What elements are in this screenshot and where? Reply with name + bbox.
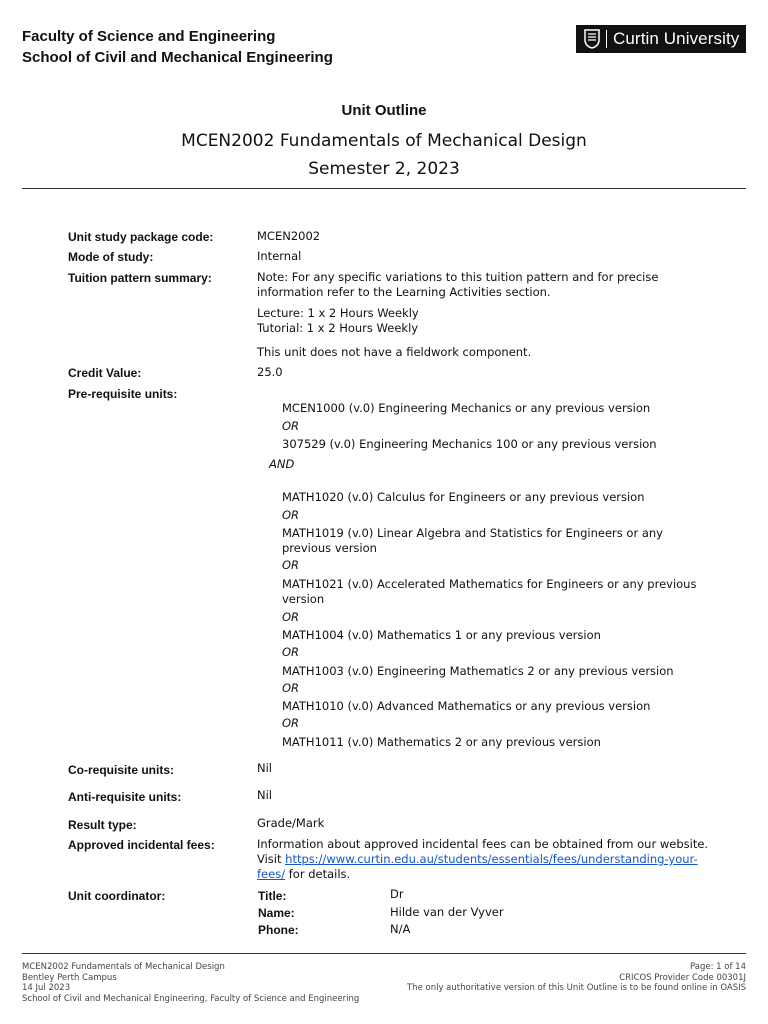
result-value: Grade/Mark: [257, 816, 325, 830]
fees-info: Information about approved incidental fees can be obtained from our website.: [257, 837, 709, 851]
prereq-label: Pre-requisite units:: [68, 387, 178, 401]
prereq-item-cont: previous version: [282, 541, 377, 555]
prereq-item: MCEN1000 (v.0) Engineering Mechanics or any previous version: [282, 401, 651, 415]
fieldwork-note: This unit does not have a fieldwork component.: [257, 345, 532, 359]
credit-label: Credit Value:: [68, 366, 142, 380]
footer-right: [407, 962, 746, 994]
prereq-item-cont: version: [282, 592, 325, 606]
fees-visit-text: Visit: [257, 852, 286, 866]
prereq-item: MATH1004 (v.0) Mathematics 1 or any previous version: [282, 628, 601, 642]
coord-phone-value: N/A: [390, 922, 411, 936]
prereq-or: OR: [282, 681, 300, 695]
footer-left: [22, 962, 359, 1004]
antireq-label: Anti-requisite units:: [68, 790, 182, 804]
fees-label: Approved incidental fees:: [68, 838, 215, 852]
coord-name-label: Name:: [258, 906, 295, 920]
prereq-item: MATH1019 (v.0) Linear Algebra and Statistics for Engineers or any: [282, 526, 663, 540]
prereq-item: MATH1020 (v.0) Calculus for Engineers or any previous version: [282, 490, 645, 504]
fees-link-line: [257, 867, 350, 883]
prereq-or: OR: [282, 645, 300, 659]
footer-cricos: CRICOS Provider Code 00301J: [619, 972, 746, 983]
prereq-or: OR: [282, 610, 300, 624]
curtin-logo: [576, 25, 746, 53]
semester-title: Semester 2, 2023: [308, 159, 460, 179]
mode-label: Mode of study:: [68, 250, 154, 264]
coordinator-label: Unit coordinator:: [68, 889, 166, 903]
result-label: Result type:: [68, 818, 137, 832]
tutorial-pattern: Tutorial: 1 x 2 Hours Weekly: [257, 321, 419, 335]
doc-type-title: Unit Outline: [341, 102, 427, 119]
divider-bottom: [22, 953, 746, 954]
antireq-value: Nil: [257, 788, 272, 802]
tuition-label: Tuition pattern summary:: [68, 271, 212, 285]
credit-value: 25.0: [257, 365, 283, 379]
lecture-pattern: Lecture: 1 x 2 Hours Weekly: [257, 306, 419, 320]
tuition-note-1: Note: For any specific variations to this tuition pattern and for precise: [257, 270, 659, 284]
footer-school: School of Civil and Mechanical Engineering, Faculty of Science and Engineering: [22, 993, 360, 1004]
code-label: Unit study package code:: [68, 230, 214, 244]
prereq-item: MATH1003 (v.0) Engineering Mathematics 2 or any previous version: [282, 664, 674, 678]
coord-title-label: Title:: [258, 889, 287, 903]
prereq-item: 307529 (v.0) Engineering Mechanics 100 or any previous version: [282, 437, 657, 451]
code-value: MCEN2002: [257, 229, 321, 243]
crest-icon: [582, 28, 602, 50]
fees-link-cont[interactable]: fees/: [257, 867, 286, 881]
prereq-or: OR: [282, 558, 300, 572]
school-name: School of Civil and Mechanical Engineering: [22, 49, 333, 66]
prereq-item: MATH1021 (v.0) Accelerated Mathematics for Engineers or any previous: [282, 577, 697, 591]
coord-title-value: Dr: [390, 887, 404, 901]
footer-unit: MCEN2002 Fundamentals of Mechanical Design: [22, 962, 225, 972]
prereq-and: AND: [269, 457, 295, 471]
prereq-or: OR: [282, 716, 300, 730]
divider-top: [22, 188, 746, 189]
fees-visit-line: [257, 852, 698, 868]
fees-tail: for details.: [285, 867, 351, 881]
footer-page: Page: 1 of 14: [690, 962, 746, 972]
prereq-or: OR: [282, 508, 300, 522]
unit-title: MCEN2002 Fundamentals of Mechanical Design: [181, 131, 587, 151]
coord-name-value: Hilde van der Vyver: [390, 905, 504, 919]
coord-phone-label: Phone:: [258, 923, 299, 937]
faculty-name: Faculty of Science and Engineering: [22, 28, 276, 45]
footer-authority: The only authoritative version of this Unit Outline is to be found online in OASIS: [406, 983, 746, 993]
logo-divider: [606, 30, 607, 48]
page-header: [22, 26, 333, 68]
prereq-or: OR: [282, 419, 300, 433]
tuition-note-2: information refer to the Learning Activities section.: [257, 285, 551, 299]
footer-date: 14 Jul 2023: [22, 983, 71, 993]
fees-link[interactable]: https://www.curtin.edu.au/students/essentials/fees/understanding-your-: [285, 852, 698, 866]
prereq-item: MATH1011 (v.0) Mathematics 2 or any previous version: [282, 735, 601, 749]
prereq-item: MATH1010 (v.0) Advanced Mathematics or any previous version: [282, 699, 651, 713]
footer-campus: Bentley Perth Campus: [22, 972, 117, 983]
coreq-value: Nil: [257, 761, 272, 775]
logo-text: Curtin University: [613, 29, 740, 48]
coreq-label: Co-requisite units:: [68, 763, 175, 777]
mode-value: Internal: [257, 249, 302, 263]
